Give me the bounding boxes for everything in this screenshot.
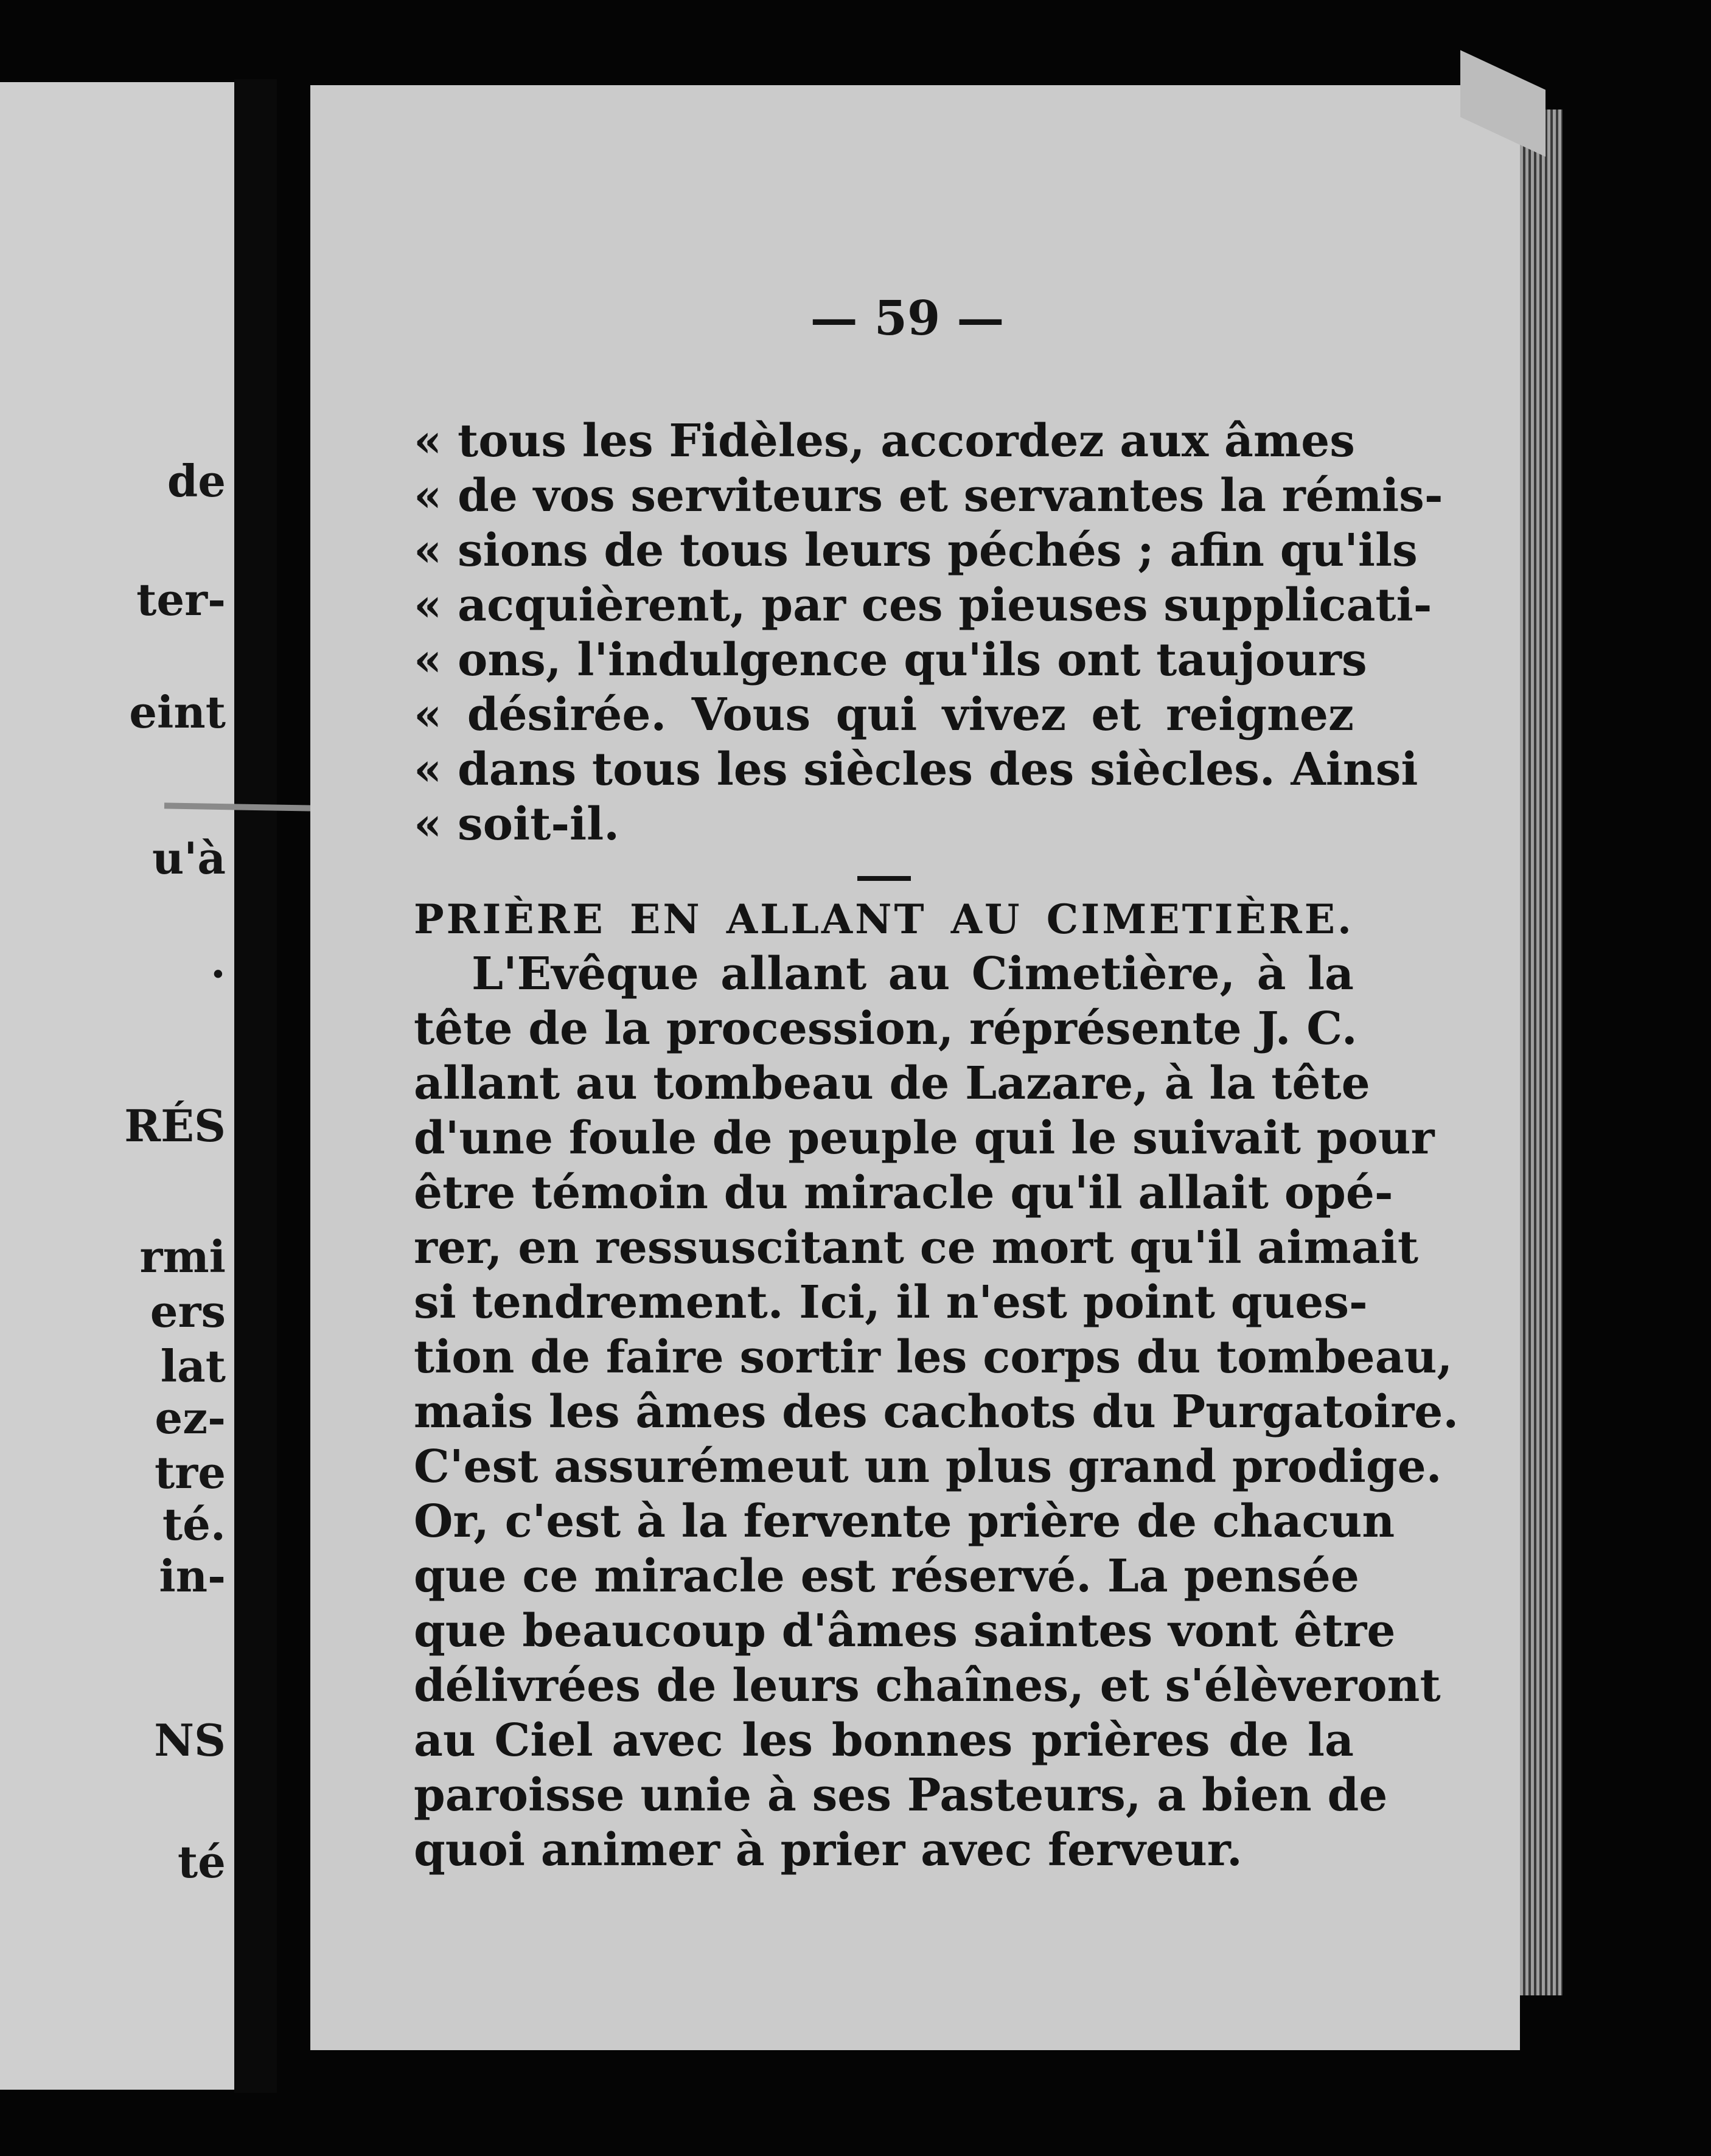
page-text <box>414 414 1459 1877</box>
paragraph-line: être témoin du miracle qu'il allait opé- <box>414 1167 1393 1219</box>
facing-page-fragment: u'à <box>152 832 226 884</box>
paragraph-line: que ce miracle est réservé. La pensée <box>414 1550 1359 1602</box>
facing-page-fragment: té. <box>162 1498 226 1550</box>
facing-page-fragment: ers <box>150 1285 226 1337</box>
prayer-line: « acquièrent, par ces pieuses supplicati- <box>414 579 1432 631</box>
facing-page-fragment: RÉS <box>124 1100 226 1152</box>
paragraph-line: C'est assurémeut un plus grand prodige. <box>414 1441 1442 1493</box>
facing-page-fragment: lat <box>160 1340 226 1392</box>
facing-page-fragment: ez- <box>155 1392 226 1444</box>
prayer-line: « soit-il. <box>414 798 620 850</box>
paragraph-line: quoi animer à prier avec ferveur. <box>414 1824 1242 1876</box>
facing-page-fragment: de <box>167 455 226 507</box>
page-number: — 59 — <box>810 291 1005 346</box>
paragraph-line: tion de faire sortir les corps du tombeau, <box>414 1331 1453 1383</box>
prayer-line: « ons, l'indulgence qu'ils ont taujours <box>414 634 1367 686</box>
paragraph-line: tête de la procession, réprésente J. C. <box>414 1003 1357 1055</box>
book-binding <box>234 79 277 2093</box>
prayer-line: « sions de tous leurs péchés ; afin qu'ils <box>414 524 1418 577</box>
facing-page-fragment: eint <box>129 686 226 738</box>
section-heading: PRIÈRE EN ALLANT AU CIMETIÈRE. <box>414 895 1354 943</box>
page-edges <box>1520 110 1563 1995</box>
facing-page-fragment: NS <box>154 1714 226 1766</box>
paragraph-line: si tendrement. Ici, il n'est point ques- <box>414 1276 1368 1329</box>
facing-page-fragment: in- <box>159 1550 226 1602</box>
prayer-line: « désirée. Vous qui vivez et reignez <box>414 689 1354 741</box>
section-divider <box>857 876 911 881</box>
facing-page <box>0 82 234 2090</box>
paragraph-line: que beaucoup d'âmes saintes vont être <box>414 1605 1396 1657</box>
facing-page-fragment: tre <box>155 1447 226 1498</box>
paragraph-line: allant au tombeau de Lazare, à la tête <box>414 1057 1370 1110</box>
paragraph-line: au Ciel avec les bonnes prières de la <box>414 1714 1354 1767</box>
paragraph-line: délivrées de leurs chaînes, et s'élèveront <box>414 1660 1441 1712</box>
paragraph-line: d'une foule de peuple qui le suivait pour <box>414 1112 1435 1164</box>
facing-page-fragment: rmi <box>139 1231 226 1282</box>
facing-page-fragment: té <box>177 1836 226 1888</box>
facing-page-fragment: · <box>210 948 226 1000</box>
paragraph-line: rer, en ressuscitant ce mort qu'il aimait <box>414 1222 1419 1274</box>
prayer-line: « dans tous les siècles des siècles. Ainsi <box>414 743 1418 796</box>
prayer-line: « tous les Fidèles, accordez aux âmes <box>414 415 1355 467</box>
prayer-line: « de vos serviteurs et servantes la rémis- <box>414 470 1443 522</box>
facing-page-fragment: ter- <box>136 574 226 625</box>
paragraph-line: paroisse unie à ses Pasteurs, a bien de <box>414 1769 1388 1821</box>
paragraph-line: mais les âmes des cachots du Purgatoire. <box>414 1386 1459 1438</box>
paragraph-line: Or, c'est à la fervente prière de chacun <box>414 1495 1395 1548</box>
paragraph-line: L'Evêque allant au Cimetière, à la <box>472 948 1354 1000</box>
